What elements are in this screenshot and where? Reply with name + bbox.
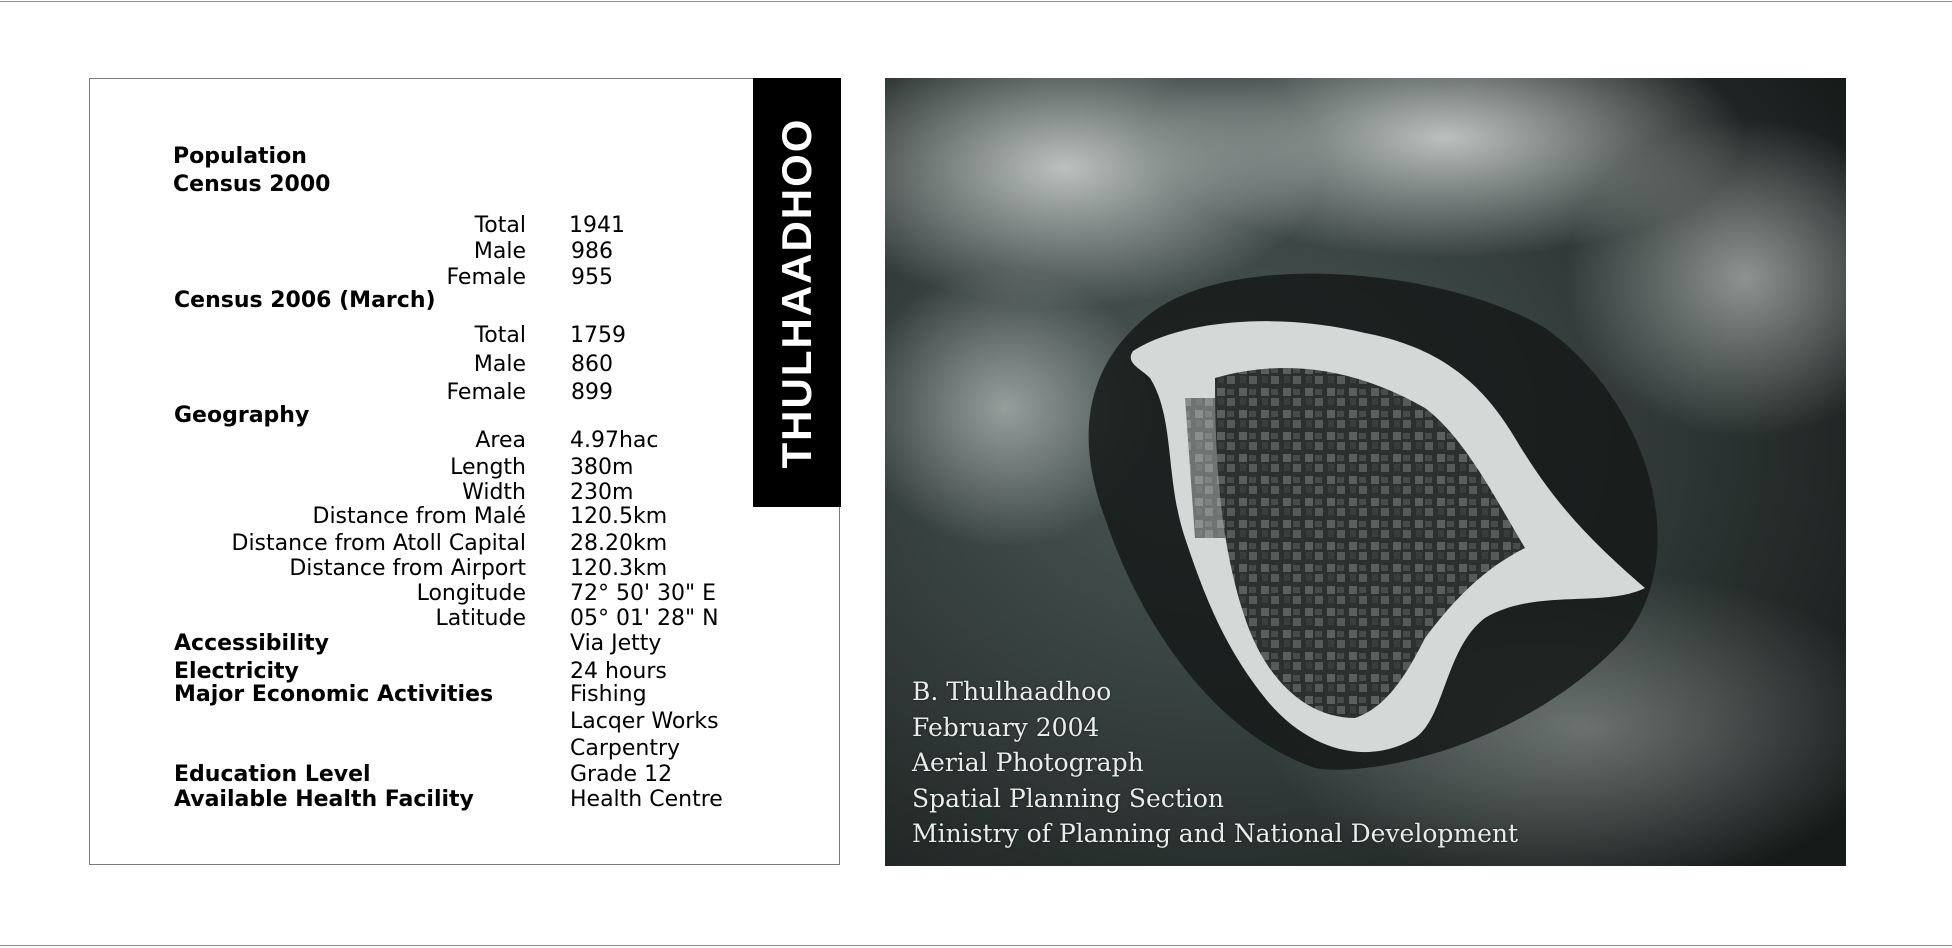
census-2000-heading: Census 2000 (173, 172, 331, 197)
census-2006-total-value: 1759 (570, 323, 626, 348)
population-heading: Population (173, 144, 307, 169)
census-2006-male-label: Male (473, 352, 526, 377)
longitude-value: 72° 50' 30" E (570, 581, 717, 606)
island-name: THULHAADHOO (773, 117, 820, 468)
caption-line: Spatial Planning Section (912, 783, 1225, 813)
electricity-label: Electricity (174, 659, 299, 684)
distance-from-atoll-capital-value: 28.20km (570, 531, 668, 556)
health-facility-value: Health Centre (570, 787, 723, 812)
economic-activity-item: Carpentry (570, 736, 681, 761)
accessibility-value: Via Jetty (570, 631, 662, 656)
photo-caption (912, 674, 1518, 852)
caption-line: B. Thulhaadhoo (912, 677, 1112, 706)
caption-line: February 2004 (912, 712, 1100, 742)
census-2006-female-value: 899 (571, 380, 613, 405)
education-level-label: Education Level (174, 762, 371, 787)
census-2000-male-value: 986 (571, 239, 613, 264)
census-2000-total-label: Total (474, 213, 526, 238)
island-name-banner (753, 78, 841, 507)
accessibility-label: Accessibility (174, 631, 329, 656)
census-2006-heading: Census 2006 (March) (174, 288, 436, 313)
census-2000-total-value: 1941 (569, 213, 625, 238)
top-rule (0, 1, 1952, 2)
latitude-label: Latitude (435, 606, 526, 631)
census-2006-total-label: Total (474, 323, 526, 348)
distance-from-male-value: 120.5km (570, 504, 668, 529)
length-value: 380m (570, 455, 634, 480)
area-value: 4.97hac (570, 428, 659, 453)
width-label: Width (462, 480, 526, 505)
bottom-rule (0, 945, 1952, 946)
economic-activity-item: Lacqer Works (570, 709, 719, 734)
health-facility-label: Available Health Facility (174, 787, 474, 812)
census-2000-female-value: 955 (571, 265, 613, 290)
latitude-value: 05° 01' 28" N (570, 606, 719, 631)
electricity-value: 24 hours (570, 659, 667, 684)
distance-from-male-label: Distance from Malé (312, 504, 526, 529)
geography-heading: Geography (174, 403, 310, 428)
distance-from-airport-value: 120.3km (570, 556, 668, 581)
economic-activity-item: Fishing (570, 682, 647, 707)
length-label: Length (450, 455, 526, 480)
distance-from-atoll-capital-label: Distance from Atoll Capital (231, 531, 526, 556)
census-2000-female-label: Female (446, 265, 526, 290)
distance-from-airport-label: Distance from Airport (289, 556, 526, 581)
caption-line: Aerial Photograph (912, 748, 1144, 777)
census-2006-male-value: 860 (571, 352, 613, 377)
caption-line: Ministry of Planning and National Development (912, 819, 1519, 848)
education-level-value: Grade 12 (570, 762, 673, 787)
aerial-photograph (885, 78, 1846, 866)
census-2000-male-label: Male (473, 239, 526, 264)
width-value: 230m (570, 480, 634, 505)
area-label: Area (475, 428, 526, 453)
longitude-label: Longitude (416, 581, 526, 606)
census-2006-female-label: Female (446, 380, 526, 405)
economic-activities-label: Major Economic Activities (174, 682, 494, 707)
